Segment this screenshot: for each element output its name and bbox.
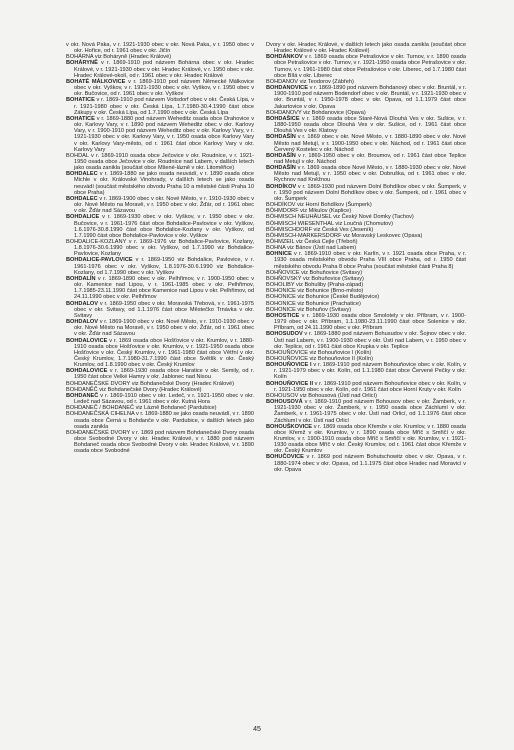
dictionary-entry xyxy=(66,42,254,54)
entry-text: v r. 1869-1900 obec v okr. Nové Město, v r. 1910-1930 obec v okr. Nové Město na Moravě, v r. 1950 obec v okr. Žďár, od r. 1961 obec v okr. Žďár nad Sázavou xyxy=(74,195,254,215)
dictionary-entry xyxy=(66,60,254,78)
entry-text: v r. 1869-1890 pod názvem Bohdanový obec v okr. Bruntál, v r. 1900-1910 pod názvem Bodendorf obec v okr. Bruntál, v r. 1921-1930 obec v okr. Bruntál, v r. 1950-1978 obec v okr. Opava, od 1.1.1979 část obce Jakartovice v okr. Opava xyxy=(274,85,466,110)
dictionary-entry xyxy=(266,42,466,54)
dictionary-entry xyxy=(266,85,466,110)
entry-text: BOHDANEČSKÉ DVORY v r. 1869 pod názvem Bohdanečské Dvory osada obce Svobodné Dvory v okr. Hradec Králové, v r. 1880 pod názvem Bohdaneč osada obce Svobodné Dvory v okr. Hradec Králové, v r. 1890 osada obce Svobodné xyxy=(66,429,254,455)
entry-headword: BOHDANEČ xyxy=(66,392,99,399)
dictionary-entry xyxy=(66,338,254,369)
entry-text: v r. 1869 osada obce Staré-Nová Dlouhá Ves v okr. Sušice, v r. 1880-1950 osada obce Dlouhá Ves v okr. Sušice, od r. 1961 část obce Dlouhá Ves v okr. Klatovy xyxy=(274,115,466,135)
entry-text: BOHONICE viz Bohunice (České Budějovice) xyxy=(266,294,380,301)
entry-headword: BOHOUŠKOVICE xyxy=(266,423,312,430)
entry-text: v r. 1869-1880 pod názvem Weheditz osada obce Drahovice v okr. Karlovy Vary, v r. 1890 pod názvem Weheditz obec v okr. Karlovy Vary, v r. 1900-1910 pod názvem Weheditz obec v okr. Karlovy Vary, v r. 1921-1930 obec v okr. Karlovy Vary, v r. 1950 osada obce Karlovy Vary v okr. Karlovy Vary-město, od r. 1961 část obce Karlovy Vary v okr. Karlovy Vary xyxy=(74,115,254,153)
dictionary-entry xyxy=(66,97,254,115)
entry-text: BOHDANEČ / BOHDANEČ viz Lázně Bohdaneč (Pardubice) xyxy=(66,405,217,412)
entry-text: v r. 1869 osada obce Hošťovice v okr. Krumlov, v r. 1880-1910 osada obce Hošťovice v okr. Krumlov, v r. 1921-1950 osada obce Hošťovice v okr. Český Krumlov, v r. 1961-1980 část obce Větřní v okr. Český Krumlov, 1.7.1980-31.7.1990 část obce Světlík v okr. Český Krumlov, od 1.8.1990 obec v okr. Český Krumlov xyxy=(74,337,254,369)
entry-text: v r. 1869 pod názvem Bohutschowitz obec v okr. Opava, v r. 1880-1974 obec v okr. Opava, od 1.1.1975 část obce Hradec nad Moravicí v okr. Opava xyxy=(274,454,466,473)
entry-headword: BOHDÍKOV xyxy=(266,183,297,190)
entry-text: BOHDALICE-KOZLANY v r. 1869-1976 viz Bohdalice-Pavlovice, Kozlany, 1.8.1976-30.6.1990 obec v okr. Vyškov, od 1.7.1990 viz Bohdalice-Pavlovice, Kozlany xyxy=(66,239,254,258)
entry-headword: BOHOSTICE xyxy=(266,312,300,319)
dictionary-entry xyxy=(66,79,254,97)
entry-text: BOHÁRNA viz Bohárynĕ (Hradec Králové) xyxy=(66,54,172,61)
entry-headword: BOHOSUDOV xyxy=(266,331,303,338)
entry-text: v r. 1869-1950 obec v okr. Broumov, od r. 1961 část obce Teplice nad Metují v okr. Náchod xyxy=(274,152,466,165)
entry-text: v r. 1869-1900 obec v okr. Nové Město, v r. 1910-1930 obec v okr. Nové Město na Moravě, v r. 1950 obec v okr. Žďár, od r. 1961 obec v okr. Žďár nad Sázavou xyxy=(74,319,254,338)
entry-text: BÖHMDORF viz Mikulov (Kaplice) xyxy=(266,208,352,215)
dictionary-entry xyxy=(66,393,254,405)
dictionary-entry xyxy=(266,116,466,134)
entry-headword: BOHDALEC xyxy=(66,195,98,202)
entry-headword: BOHUČOVICE xyxy=(266,454,304,461)
entry-headword: BOHDALOVICE xyxy=(66,368,108,375)
dictionary-entry xyxy=(66,196,254,214)
entry-text: v r. 1869-1910 obec v okr. Ledeč, v r. 1921-1950 obec v okr. Ledeč nad Sázavou, od r. 1961 obec v okr. Kutná Hora xyxy=(74,392,254,406)
entry-headword: BOHDAŠÍN xyxy=(266,152,296,159)
entry-headword: BOHDALOVICE xyxy=(66,337,108,344)
entry-text: BOHDANOVY viz Bohdanovice (Opava) xyxy=(266,109,366,116)
dictionary-entry xyxy=(266,54,466,79)
dictionary-entry xyxy=(66,276,254,301)
entry-text: BOHONICE viz Bohuňov (Svitavy) xyxy=(266,306,352,313)
dictionary-entry xyxy=(266,362,466,380)
dictionary-entry xyxy=(266,399,466,424)
dictionary-entry xyxy=(66,411,254,429)
dictionary-entry xyxy=(66,171,254,196)
entry-text: BOHŇOVICE viz Bohuňovice (Svitavy) xyxy=(266,269,363,276)
entry-text: v r. 1869-1950 viz Bohdalice, Pavlovice, v r. 1961-1976 obec v okr. Vyškov, 1.8.1976-30.6.1990 viz Bohdalice-Kozlany, od 1.7.1990 obec v okr. Vyškov xyxy=(74,257,254,276)
entry-text: BOHNA viz Bánov (Ústí nad Labem) xyxy=(266,245,357,252)
entry-text: v r. 1869-1930 pod názvem Dolní Bohdíkov obec v okr. Šumperk, v r. 1950 pod názvem Dolní Bohdíkov obec v okr. Šumperk, od r. 1961 obec v okr. Šumperk xyxy=(274,183,466,202)
entry-text: v r. 1869-1910 pod názvem Bohouňovice obec v okr. Kolín, v r. 1921-1979 obec v okr. Kolín, od 1.1.1980 část obce Červené Pečky v okr. Kolín xyxy=(274,362,466,381)
entry-text: BOHONICE viz Bohunice (Brno-město) xyxy=(266,288,364,295)
dictionary-entry xyxy=(66,153,254,171)
dictionary-entry xyxy=(266,331,466,349)
dictionary-entry xyxy=(266,381,466,393)
entry-text: BÖHMZEIL viz Česká Cejle (Třeboň) xyxy=(266,239,358,245)
entry-text: v r. 1869 osada obce Petrašovice v okr. Turnov, v r. 1890 osada obce Petrašovice v okr. Turnov, v r. 1921-1950 osada obce Petrašovice v okr. Turnov, v r. 1961-1980 část obce Petrašovice v okr. Liberec, od 1.7.1980 část obce Bílá v okr. Liberec xyxy=(274,54,466,79)
dictionary-entry xyxy=(266,165,466,183)
entry-text: BOHOUŇOVICE viz Bohouňovice II (Kolín) xyxy=(266,355,373,362)
entry-headword: BOHATICE xyxy=(66,115,95,122)
entry-headword: BOHDÁNKOV xyxy=(266,54,303,61)
entry-text: v okr. Nová Paka, v r. 1921-1930 obec v okr. Nová Paka, v r. 1950 obec v okr. Hořice, od r. 1961 obec v okr. Jičín xyxy=(66,42,254,55)
entry-text: BOHOUSOV viz Bohousová (Ústí nad Orlicí) xyxy=(266,392,377,399)
entry-text: v r. 1869-1910 obec v okr. Karlín, v r. 1921 osada obce Praha, v r. 1930 osada městského obvodu Praha VIII obce Praha, od r. 1950 část městského obvodu Praha 8 obce Praha (součást městské části Praha 8) xyxy=(274,251,466,270)
entry-headword: BOHNICE xyxy=(266,251,292,258)
entry-text: v r. 1869-1930 osada obce Smolotely v okr. Příbram, v r. 1900-1979 obec v okr. Příbram, 1.1.1980-23.11.1990 část obce Solenice v okr. Příbram, od 24.11.1990 obec v okr. Příbram xyxy=(274,312,466,332)
dictionary-entry xyxy=(66,368,254,380)
dictionary-entry xyxy=(266,251,466,269)
entry-text: BOHDAL v r. 1869-1910 osada obce Ječovice v okr. Roudnice, v r. 1921-1950 osada obce Ječovice v okr. Roudnice nad Labem, v dalších letech jako osada zanikla (součást obce Mšené-lázně v okr. Litoměřice) xyxy=(66,152,254,172)
entry-headword: BOHOUŇOVICE II xyxy=(266,380,314,387)
entry-headword: BOHDALÍN xyxy=(66,275,96,282)
dictionary-entry xyxy=(66,430,254,455)
entry-text: BOHDANOV viz Teodorov (Zábřeh) xyxy=(266,78,354,85)
entry-text: BÖHMISCH NEUHÄUSEL viz Český Nové Domky (Tachov) xyxy=(266,214,414,221)
entry-text: BÖHMISCH WIESENTHAL viz Loučná (Chomutov) xyxy=(266,220,393,227)
entry-text: v r. 1869-1930 obec v okr. Vyškov, v r. 1950 obec v okr. Bučovice, v r. 1961-1976 část obce Bohdalice-Pavlovice v okr. Vyškov, 1.6.1976-30.8.1990 část obce Bohdalice-Kozlany v okr. Vyškov, od 1.7.1990 část obce Bohdalice-Pavlovice v okr. Vyškov xyxy=(74,214,254,239)
dictionary-entry xyxy=(66,214,254,239)
entry-headword: BOHDAŠÍN xyxy=(266,134,296,141)
entry-text: v r. 1869-1950 obec v okr. Moravská Třebová, v r. 1961-1975 obec v okr. Svitavy, od 1.1.1976 část obce Městečko Trnávka v okr. Svitavy xyxy=(74,300,254,319)
dictionary-entry xyxy=(266,134,466,152)
entry-text: BOHŇOVSKÝ viz Bohuňovice (Svitavy) xyxy=(266,275,364,282)
entry-text: v r. 1869-1910 pod názvem Voitsdorf obec v okr. Česká Lípa, v r. 1921-1980 obec v okr. Česká Lípa, 1.7.1980-30.4.1990 část obce Zákupy v okr. Česká Lípa, od 1.7.1990 obec v okr. Česká Lípa xyxy=(74,97,254,116)
entry-text: BOHDANEČSKÉ DVORY viz Bohdanečské Dvory (Hradec Králové) xyxy=(66,380,234,387)
entry-text: BÖHMISCH-MARKERSDORF viz Moravský Leskovec (Opava) xyxy=(266,232,423,239)
entry-text: v r. 1869-1910 pod názvem Bohárna obec v okr. Hradec Králové, v r. 1921-1930 obec v okr. Hradec Králové, v r. 1950 obec v okr. Hradec Králové-okolí, od r. 1961 obec v okr. Hradec Králové xyxy=(74,60,254,79)
dictionary-entry xyxy=(266,313,466,331)
entry-text: v r. 1869 osada obce Nové Město, v r. 1880-1930 obec v okr. Nové Město nad Metují, v r. 1950 obec v okr. Dobruška, od r. 1961 obec v okr. Rychnov nad Kněžnou xyxy=(274,165,466,184)
dictionary-entry xyxy=(66,319,254,337)
entry-headword: BOHDALOV xyxy=(66,300,99,307)
entry-text: v r. 1869-1910 pod názvem Bohouňovice obec v okr. Kolín, v r. 1921-1950 obec v okr. Kolín, od r. 1961 část obce Horní Kruty v okr. Kolín xyxy=(274,380,466,393)
dictionary-entry xyxy=(266,184,466,202)
entry-headword: BOHDALEC xyxy=(66,171,98,178)
entry-headword: BOHÁRYNĚ xyxy=(66,60,98,67)
entry-text: v r. 1869 obec v okr. Nové Město, v r. 1880-1890 obec v okr. Nové Město nad Metují, v r. 1900-1950 obec v okr. Náchod, od r. 1961 část obce Červený Kostelec v okr. Náchod xyxy=(274,134,466,153)
entry-text: v r. 1869-1930 osada obce Haratice v okr. Semily, od r. 1950 část obce Velké Hamry v okr. Jablonec nad Nisou xyxy=(74,368,254,381)
entry-text: v r. 1869 osada obce Křemže v okr. Krumlov, v r. 1880 osada obce Křemž v okr. Krumlov, v r. 1890 osada obce Mříč s Smřičí v okr. Krumlov, v r. 1900-1910 osada obce Mříč s Smřičí v okr. Krumlov, v r. 1921-1930 osada obce Mříč v okr. Český Krumlov, od r. 1961 část obce Křemže v okr. Český Krumlov xyxy=(274,423,466,455)
entry-headword: BOHDALOV xyxy=(66,319,99,326)
entry-text: BOHDÍKOV viz Horní Bohdíkov (Šumperk) xyxy=(266,202,372,209)
dictionary-entry xyxy=(66,257,254,275)
dictionary-entry xyxy=(266,153,466,165)
entry-headword: BOHDALICE-PAVLOVICE xyxy=(66,257,133,264)
entry-text: v r. 1869-1880 pod názvem Bohusudov v okr. Šojnov obec v okr. Ústí nad Labem, v r. 1900-1930 obec v okr. Ústí nad Labem, v r. 1950 obec v okr. Teplice, od r. 1961 část obce Krupka v okr. Teplice xyxy=(274,331,466,350)
entry-headword: BOHOUŇOVICE I xyxy=(266,362,312,369)
entry-text: BÖHMISCHDORF viz Česká Ves (Jeseník) xyxy=(266,226,374,233)
entry-headword: BOHATICE xyxy=(66,97,95,104)
dictionary-entry xyxy=(66,116,254,153)
entry-headword: BOHDAŠÍN xyxy=(266,165,296,172)
dictionary-entry xyxy=(266,424,466,455)
entry-text: v r. 1869-1910 pod názvem Německé Málkovice obec v okr. Vyškov, v r. 1921-1930 obec v okr. Vyškov, v r. 1950 obec v okr. Bučovice, od r. 1961 obec v okr. Vyškov xyxy=(74,78,254,98)
entry-text: v r. 1869-1910 pod názvem Bohousov obec v okr. Žamberk, v r. 1921-1930 obec v okr. Žamberk, v r. 1950 osada obce Záchlumí v okr. Žamberk, v r. 1961-1975 obec v okr. Ústí nad Orlicí, od 1.1.1976 část obce Záchlumí v okr. Ústí nad Orlicí xyxy=(274,399,466,424)
entry-headword: BOHDANOVICE xyxy=(266,85,308,92)
right-column xyxy=(266,42,466,473)
entry-text: Dvory v okr. Hradec Králové, v dalších letech jako osada zanikla (součást obce Hradec Králové v okr. Hradec Králové) xyxy=(266,42,466,55)
page-number: 45 xyxy=(253,726,261,733)
entry-text: BOHDANĚČ viz Bohdanečské Dvory (Hradec Králové) xyxy=(66,386,202,393)
dictionary-entry xyxy=(66,301,254,319)
entry-text: v r. 1869-1880 se jako osada neuvádí, v r. 1890 osada obce Michle v okr. Královské Vinohrady, v dalších letech se jako osada neuvádí (součást městského obvodu Praha 10 a městské části Praha 10 obce Praha) xyxy=(74,171,254,196)
entry-text: BOHDANEČSKÁ CIHELNA v r. 1869-1880 se jako osada neuvádí, v r. 1890 osada obce Černá u Bohdanče v okr. Pardubice, v dalších letech jako osada zanikla xyxy=(66,411,254,430)
dictionary-entry xyxy=(266,454,466,472)
entry-text: v r. 1869-1890 obec v okr. Pelhřimov, v r. 1900-1950 obec v okr. Kamenice nad Lipou, v r. 1961-1985 obec v okr. Pelhřimov, 1.7.1985-23.11.1990 část obce Kamenice nad Lipou v okr. Pelhřimov, od 24.11.1990 obec v okr. Pelhřimov xyxy=(74,275,254,301)
dictionary-entry xyxy=(66,239,254,257)
left-column xyxy=(66,42,254,454)
entry-text: BOHOUŇOVICE viz Bohouňovice I (Kolín) xyxy=(266,349,372,356)
entry-text: BOHONICE viz Bohunice (Prachatice) xyxy=(266,300,361,307)
entry-headword: BOHDALICE xyxy=(66,214,100,221)
entry-headword: BOHOUSOVÁ xyxy=(266,399,303,406)
entry-headword: BOHDAŠICE xyxy=(266,115,300,122)
entry-text: BOHOLIBY viz Bohuliby (Praha-západ) xyxy=(266,282,364,289)
entry-headword: BOHATÉ MÁLKOVICE xyxy=(66,78,126,85)
